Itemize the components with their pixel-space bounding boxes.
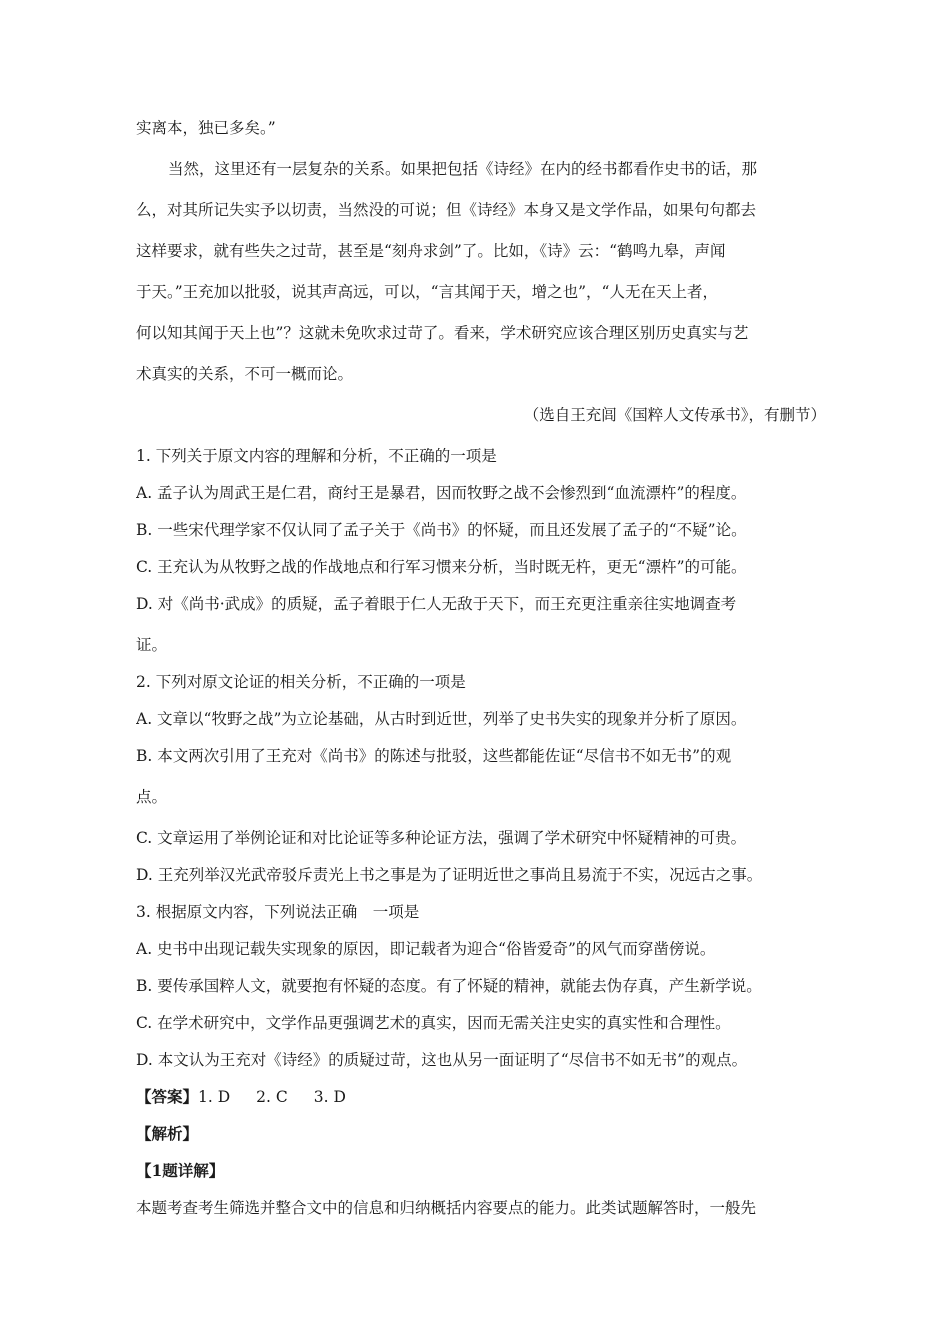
question-option: D. 对《尚书·武成》的质疑，孟子着眼于仁人无敌于天下，而王充更注重亲往实地调查考 [136, 595, 737, 613]
question-option: A. 史书中出现记载失实现象的原因，即记载者为迎合“俗皆爱奇”的风气而穿凿傍说。 [136, 940, 716, 958]
answer-label: 【答案】 [136, 1087, 199, 1106]
question-option: C. 文章运用了举例论证和对比论证等多种论证方法，强调了学术研究中怀疑精神的可贵。 [136, 829, 747, 847]
question-option: C. 王充认为从牧野之战的作战地点和行军习惯来分析，当时既无杵，更无“漂杵”的可能。 [136, 558, 747, 576]
question-option: D. 本文认为王充对《诗经》的质疑过苛，这也从另一面证明了“尽信书不如无书”的观点。 [136, 1051, 748, 1069]
analysis-q1-label: 【1题详解】 [136, 1161, 225, 1180]
question-3 [136, 902, 826, 1070]
question-option: A. 文章以“牧野之战”为立论基础，从古时到近世，列举了史书失实的现象并分析了原因。 [136, 710, 747, 728]
question-option: A. 孟子认为周武王是仁君，商纣王是暴君，因而牧野之战不会惨烈到“血流漂杵”的程度。 [136, 484, 747, 502]
question-option: C. 在学术研究中，文学作品更强调艺术的真实，因而无需关注史实的真实性和合理性。 [136, 1014, 731, 1032]
question-option: B. 一些宋代理学家不仅认同了孟子关于《尚书》的怀疑，而且还发展了孟子的“不疑”论。 [136, 521, 747, 539]
passage-line: 么，对其所记失实予以切责，当然没的可说；但《诗经》本身又是文学作品，如果句句都去 [136, 201, 757, 219]
analysis-label: 【解析】 [136, 1124, 199, 1143]
question-stem: 2. 下列对原文论证的相关分析，不正确的一项是 [136, 673, 466, 691]
question-option: B. 本文两次引用了王充对《尚书》的陈述与批驳，这些都能佐证“尽信书不如无书”的观 [136, 747, 732, 765]
question-option-continued: 证。 [136, 636, 168, 654]
analysis-q1-text: 本题考查考生筛选并整合文中的信息和归纳概括内容要点的能力。此类试题解答时，一般先 [136, 1199, 757, 1217]
passage-line: 实离本，独已多矣。” [136, 119, 276, 137]
question-option-continued: 点。 [136, 788, 168, 806]
passage-line: 这样要求，就有些失之过苛，甚至是“刻舟求剑”了。比如，《诗》云：“鹤鸣九皋，声闻 [136, 242, 726, 260]
question-stem: 3. 根据原文内容，下列说法正确 一项是 [136, 903, 420, 921]
question-option: D. 王充列举汉光武帝驳斥责光上书之事是为了证明近世之事尚且易流于不实，况远古之事。 [136, 866, 763, 884]
passage-source: （选自王充闾《国粹人文传承书》，有删节） [523, 406, 826, 424]
answer-1: 1. D [198, 1088, 231, 1106]
passage-line: 何以知其闻于天上也”？这就未免吹求过苛了。看来，学术研究应该合理区别历史真实与艺 [136, 324, 749, 342]
passage-paragraph [136, 159, 826, 384]
question-1 [136, 446, 826, 655]
passage-line: 术真实的关系，不可一概而论。 [136, 365, 354, 383]
document-page [136, 118, 826, 1235]
answer-3: 3. D [313, 1088, 346, 1106]
question-option: B. 要传承国粹人文，就要抱有怀疑的态度。有了怀疑的精神，就能去伪存真，产生新学说。 [136, 977, 762, 995]
answer-line [136, 1087, 826, 1107]
passage-line: 于天。”王充加以批驳，说其声高远，可以，“言其闻于天，增之也”，“人无在天上者， [136, 283, 718, 301]
answer-2: 2. C [256, 1088, 288, 1106]
passage-line: 当然，这里还有一层复杂的关系。如果把包括《诗经》在内的经书都看作史书的话，那 [168, 160, 758, 178]
question-2 [136, 672, 826, 885]
question-stem: 1. 下列关于原文内容的理解和分析，不正确的一项是 [136, 447, 497, 465]
